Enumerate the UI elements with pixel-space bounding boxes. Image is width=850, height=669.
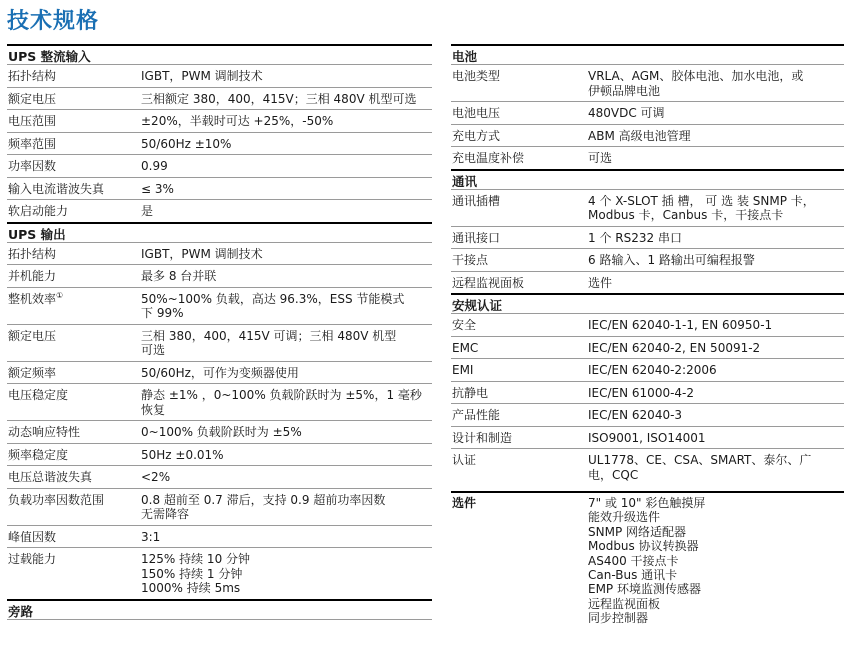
spec-value-line: 下 99% [141,306,184,320]
spec-label [451,147,588,169]
section-heading: 通讯 [451,169,844,190]
spec-value-line: Modbus 卡，Canbus 卡，干接点卡 [588,208,784,222]
spec-label [451,382,588,404]
spec-label [7,489,141,525]
spec-label [7,526,141,548]
spec-label-text: EMI [452,363,474,377]
spec-value-line: ±20%，半载时可达 +25%，-50% [141,114,334,128]
spec-label [451,314,588,336]
spec-value [141,421,432,443]
spec-label-text: 电压稳定度 [8,388,69,402]
spec-label [7,325,141,361]
spec-section [451,293,844,485]
spec-label [7,384,141,420]
spec-label [451,359,588,381]
spec-label-text: 并机能力 [8,269,57,283]
spec-label [7,133,141,155]
spec-label-text: 干接点 [452,253,489,267]
page-title: 技术规格 [7,9,100,34]
spec-row [7,466,432,489]
spec-value [588,382,844,404]
spec-value [141,200,432,222]
spec-label-text: 安全 [452,318,477,332]
left-column [7,44,432,620]
spec-value [588,65,844,101]
spec-label [7,178,141,200]
spec-value [588,337,844,359]
spec-label [451,404,588,426]
spec-row [451,314,844,337]
spec-label-text: 远程监视面板 [452,275,525,290]
spec-label-text: 电池电压 [452,106,501,120]
option-item: Modbus 协议转换器 [588,539,699,554]
spec-label-text: 电压范围 [8,114,57,128]
spec-value-line: 150% 持续 1 分钟 [141,566,243,581]
spec-label-text: 设计和制造 [452,430,513,445]
option-item: 7" 或 10" 彩色触摸屏 [588,496,706,510]
spec-value-line: 可选 [141,343,166,357]
spec-value [141,243,432,265]
spec-label [451,249,588,271]
spec-label-text: 拓扑结构 [8,69,57,83]
spec-value [141,325,432,361]
spec-row [451,227,844,250]
spec-row [451,190,844,227]
spec-label-text: 充电温度补偿 [452,151,525,165]
spec-value-line: 50/60Hz ±10% [141,136,232,151]
spec-value-line: 6 路输入、1 路输出可编程报警 [588,253,755,267]
spec-value [588,314,844,336]
spec-value [141,288,432,324]
spec-row [7,88,432,111]
spec-value-line: 伊顿品牌电池 [588,83,661,98]
spec-value-line: 50%~100% 负载，高达 96.3%，ESS 节能模式 [141,291,405,306]
spec-value [141,466,432,488]
spec-row [7,243,432,266]
spec-value [141,384,432,420]
spec-value [588,102,844,124]
spec-row [451,272,844,294]
spec-value [141,65,432,87]
spec-value [588,427,844,449]
spec-value [588,449,844,485]
spec-section [7,222,432,599]
option-item: AS400 干接点卡 [588,553,679,568]
footnote-marker: ① [56,290,64,300]
spec-value [141,362,432,384]
spec-value-line: 0.99 [141,159,168,173]
spec-value [141,178,432,200]
spec-row [451,102,844,125]
spec-label [451,272,588,294]
spec-row [451,449,844,485]
spec-label [7,65,141,87]
section-heading: 安规认证 [451,293,844,314]
spec-value-line: ABM 高级电池管理 [588,128,691,143]
spec-label-text: 电压总谐波失真 [8,470,93,484]
spec-value-line: 50Hz ±0.01% [141,447,224,462]
spec-value-line: 是 [141,204,154,218]
spec-label [7,155,141,177]
spec-row [451,427,844,450]
spec-value [141,133,432,155]
spec-label [7,444,141,466]
spec-label-text: 电池类型 [452,69,501,83]
spec-value [141,155,432,177]
section-heading: UPS 输出 [7,222,432,243]
spec-row [7,325,432,362]
spec-value [141,526,432,548]
options-section [451,491,844,626]
spec-section [7,599,432,620]
spec-value-line: 电，CQC [588,467,639,482]
spec-label [7,88,141,110]
spec-value-line: 125% 持续 10 分钟 [141,552,251,566]
spec-value-line: IEC/EN 62040-3 [588,408,683,422]
spec-value [141,489,432,525]
spec-label-text: 产品性能 [452,408,501,422]
spec-row [7,65,432,88]
spec-value [141,548,432,599]
spec-value-line: 480VDC 可调 [588,106,665,120]
spec-label-text: 认证 [452,453,477,467]
spec-label [7,421,141,443]
spec-value-line: IEC/EN 61000-4-2 [588,385,695,400]
spec-value [588,249,844,271]
spec-label [7,288,141,324]
spec-label-text: 软启动能力 [8,204,69,218]
spec-label-text: 通讯插槽 [452,193,501,208]
spec-row [451,249,844,272]
spec-label [451,449,588,485]
spec-row [7,200,432,222]
spec-label-text: 充电方式 [452,128,501,143]
spec-value-line: IEC/EN 62040-1-1, EN 60950-1 [588,318,773,332]
spec-value-line: 三相额定 380，400，415V；三相 480V 机型可选 [141,91,417,106]
spec-label [7,265,141,287]
options-list [588,493,705,626]
spec-label-text: 额定电压 [8,91,57,106]
spec-value-line: 0.8 超前至 0.7 滞后，支持 0.9 超前功率因数 [141,492,386,507]
spec-label [451,190,588,226]
spec-value [141,88,432,110]
spec-value [141,265,432,287]
spec-value [588,190,844,226]
spec-row [7,178,432,201]
spec-value-line: 无需降容 [141,507,190,521]
spec-value [141,444,432,466]
section-heading: 旁路 [7,599,432,620]
spec-row [7,384,432,421]
spec-value [588,359,844,381]
spec-label [7,362,141,384]
spec-section [7,44,432,222]
section-heading: UPS 整流输入 [7,44,432,65]
spec-label [7,200,141,222]
spec-label-text: 频率范围 [8,136,57,151]
spec-label-text: EMC [452,340,479,355]
spec-label-text: 额定电压 [8,328,57,343]
spec-value [588,404,844,426]
spec-value-line: IEC/EN 62040-2, EN 50091-2 [588,340,761,355]
spec-label [7,243,141,265]
spec-row [7,421,432,444]
spec-label-text: 额定频率 [8,365,57,380]
spec-value-line: IGBT，PWM 调制技术 [141,69,263,83]
spec-section [451,44,844,169]
spec-row [451,125,844,148]
spec-value-line: 静态 ±1% ，0~100% 负载阶跃时为 ±5%，1 毫秒 [141,388,422,402]
option-item: SNMP 网络适配器 [588,524,686,539]
spec-label [451,427,588,449]
spec-row [451,382,844,405]
spec-row [7,444,432,467]
spec-value-line: 50/60Hz，可作为变频器使用 [141,365,299,380]
spec-row [7,265,432,288]
spec-label [7,110,141,132]
spec-value-line: 可选 [588,151,613,165]
spec-value-line: 1000% 持续 5ms [141,581,241,595]
spec-value-line: 3:1 [141,529,161,544]
right-column [451,44,844,626]
option-item: 远程监视面板 [588,596,661,611]
spec-value [588,272,844,294]
spec-row [7,362,432,385]
spec-label [451,125,588,147]
spec-label-text: 过载能力 [8,552,57,566]
spec-row [451,65,844,102]
option-item: 同步控制器 [588,611,649,626]
spec-value [588,125,844,147]
spec-row [7,110,432,133]
spec-value [588,227,844,249]
option-item: Can-Bus 通讯卡 [588,568,678,583]
spec-label [7,466,141,488]
spec-row [451,359,844,382]
spec-label [451,102,588,124]
spec-label-text: 拓扑结构 [8,246,57,261]
spec-value-line: 三相 380，400，415V 可调；三相 480V 机型 [141,328,397,343]
section-heading: 电池 [451,44,844,65]
spec-value-line: 选件 [588,275,613,290]
spec-value-line: IGBT，PWM 调制技术 [141,246,263,261]
spec-label-text: 峰值因数 [8,529,57,544]
spec-label [7,548,141,599]
spec-row [7,288,432,325]
spec-label-text: 动态响应特性 [8,425,81,439]
spec-value-line: IEC/EN 62040-2:2006 [588,363,717,377]
spec-value-line: 1 个 RS232 串口 [588,230,682,245]
spec-value-line: VRLA、AGM、胶体电池、加水电池，或 [588,69,804,83]
option-item: EMP 环境监测传感器 [588,582,701,597]
spec-label [451,337,588,359]
spec-value-line: 0~100% 负载阶跃时为 ±5% [141,425,302,439]
spec-label-text: 输入电流谐波失真 [8,181,105,196]
spec-label-text: 抗静电 [452,385,489,400]
spec-value-line: 4 个 X-SLOT 插 槽， 可 选 装 SNMP 卡， [588,193,815,208]
spec-row [7,155,432,178]
spec-value [141,110,432,132]
spec-label-text: 整机效率 [8,291,57,306]
options-heading: 选件 [452,496,477,510]
spec-label-text: 频率稳定度 [8,447,69,462]
spec-label-text: 功率因数 [8,159,57,173]
spec-row [7,548,432,599]
spec-value-line: 恢复 [141,402,166,417]
spec-value-line: <2% [141,470,171,484]
spec-row [7,489,432,526]
spec-row [451,404,844,427]
spec-value-line: ≤ 3% [141,181,174,196]
spec-value [588,147,844,169]
spec-label [451,65,588,101]
spec-row [451,147,844,169]
option-item: 能效升级选件 [588,510,661,525]
spec-value-line: UL1778、CE、CSA、SMART、泰尔、广 [588,453,812,467]
spec-label-text: 通讯接口 [452,230,501,245]
spec-section [451,169,844,294]
spec-row [451,337,844,360]
spec-row [7,133,432,156]
spec-row [7,526,432,549]
spec-label [451,227,588,249]
spec-label-text: 负载功率因数范围 [8,492,105,507]
spec-value-line: ISO9001, ISO14001 [588,430,706,445]
spec-value-line: 最多 8 台并联 [141,269,217,283]
